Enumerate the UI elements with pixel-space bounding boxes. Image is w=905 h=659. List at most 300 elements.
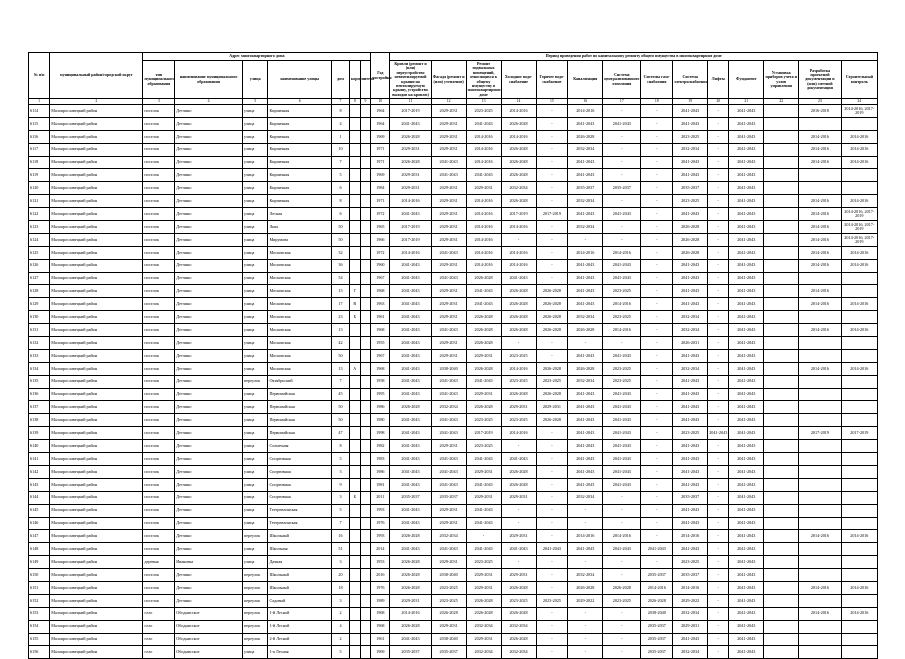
table-cell-house: 9	[332, 478, 350, 491]
table-cell-sewer: 2029-2022	[568, 594, 603, 607]
table-cell-electric: 2035-2037	[673, 182, 708, 195]
table-cell-settlement: Детчино	[175, 478, 243, 491]
table-cell-hot-water: -	[536, 156, 568, 169]
table-row	[29, 362, 878, 375]
table-cell-house: 2	[332, 607, 350, 620]
table-cell-electric: 2032-2034	[673, 324, 708, 337]
table-cell-metering	[764, 285, 799, 298]
table-cell-supervision	[841, 337, 877, 350]
table-cell-metering	[764, 130, 799, 143]
table-cell-sewer: 2014-2016	[568, 105, 603, 118]
table-cell-design-docs	[799, 633, 841, 646]
table-cell-basement: 2026-2028	[466, 607, 501, 620]
table-cell-street: Московская	[268, 246, 332, 259]
table-cell-design-docs	[799, 311, 841, 324]
table-cell-settlement-type: поселок	[143, 517, 175, 530]
table-cell-electric: 2026-2028	[673, 221, 708, 234]
table-cell-street: Школьный	[268, 569, 332, 582]
table-cell-heating: 2041-2043	[603, 427, 641, 440]
table-cell-settlement: Детчино	[175, 427, 243, 440]
table-cell-district: Малоярославецкий район	[50, 620, 143, 633]
table-cell-basement: 2032-2034	[466, 620, 501, 633]
table-cell-settlement-type: поселок	[143, 156, 175, 169]
table-cell-street-type: переулок	[243, 530, 268, 543]
table-cell-basement: 2014-2016	[466, 195, 501, 208]
table-cell-year: 1955	[371, 337, 390, 350]
table-cell-heating: 2041-2043	[603, 259, 641, 272]
table-cell-gas: -	[641, 491, 673, 504]
table-cell-gas: -	[641, 478, 673, 491]
table-cell-facade: 2029-2031	[431, 337, 466, 350]
table-cell-no: 6119	[29, 169, 50, 182]
table-cell-no: 6123	[29, 221, 50, 234]
table-cell-no: 6125	[29, 246, 50, 259]
table-cell-design-docs: 2014-2016	[799, 530, 841, 543]
table-cell-gas: 2038-2040	[641, 607, 673, 620]
table-cell-cold-water: 2026-2028	[501, 633, 536, 646]
table-row	[29, 581, 878, 594]
table-cell-foundation: 2041-2043	[729, 465, 764, 478]
table-cell-house: 50	[332, 401, 350, 414]
table-cell-house: 2	[332, 633, 350, 646]
header-street-type: улица	[243, 61, 268, 99]
table-cell-cold-water: 2032-2034	[501, 646, 536, 659]
table-cell-korpus: Б	[350, 491, 361, 504]
table-cell-design-docs	[799, 594, 841, 607]
table-cell-settlement-type: поселок	[143, 169, 175, 182]
table-cell-no: 6116	[29, 130, 50, 143]
header-basement: Ремонт подвальных помещений, относящихся к общему имуществу в многоквартирном доме	[467, 60, 501, 97]
table-cell-settlement-type: поселок	[143, 337, 175, 350]
header-settlement-type: тип муниципального образования	[143, 61, 175, 99]
table-cell-design-docs: 2014-2016	[799, 362, 841, 375]
table-cell-year: 1958	[371, 375, 390, 388]
table-cell-facade: 2041-2043	[431, 543, 466, 556]
table-cell-basement: 2023-2025	[466, 440, 501, 453]
table-cell-hot-water: -	[536, 581, 568, 594]
table-cell-house: 5	[332, 169, 350, 182]
table-cell-litera	[360, 427, 371, 440]
table-cell-metering	[764, 324, 799, 337]
table-cell-korpus	[350, 620, 361, 633]
table-cell-cold-water: 2026-2028	[501, 388, 536, 401]
table-cell-settlement: Детчино	[175, 362, 243, 375]
table-cell-litera	[360, 105, 371, 118]
table-cell-street: Кирпичная	[268, 156, 332, 169]
table-cell-lifts: -	[708, 375, 729, 388]
table-cell-settlement: Детчино	[175, 169, 243, 182]
table-cell-korpus	[350, 543, 361, 556]
table-cell-metering	[764, 556, 799, 569]
table-cell-sewer: 2032-2034	[568, 491, 603, 504]
table-row	[29, 491, 878, 504]
table-cell-supervision	[841, 504, 877, 517]
table-cell-cold-water: 2026-2028	[501, 581, 536, 594]
table-cell-settlement: Детчино	[175, 349, 243, 362]
table-cell-litera	[360, 530, 371, 543]
table-cell-metering	[764, 401, 799, 414]
table-cell-settlement-type: поселок	[143, 259, 175, 272]
table-cell-sewer: 2041-2043	[568, 440, 603, 453]
table-cell-street: Кирпичная	[268, 182, 332, 195]
table-cell-roof: 2026-2028	[390, 556, 431, 569]
table-cell-district: Малоярославецкий район	[50, 285, 143, 298]
table-cell-settlement-type: поселок	[143, 414, 175, 427]
table-cell-year: 1968	[371, 620, 390, 633]
table-cell-hot-water: -	[536, 337, 568, 350]
table-row	[29, 182, 878, 195]
table-cell-heating: 2041-2043	[603, 117, 641, 130]
table-cell-electric: 2041-2043	[673, 105, 708, 118]
table-row	[29, 478, 878, 491]
table-cell-house: 45	[332, 388, 350, 401]
table-cell-metering	[764, 427, 799, 440]
table-cell-district: Малоярославецкий район	[50, 143, 143, 156]
column-number: 20	[708, 99, 729, 105]
table-cell-no: 6149	[29, 556, 50, 569]
table-cell-lifts: -	[708, 298, 729, 311]
table-cell-street-type: улица	[243, 453, 268, 466]
table-cell-litera	[360, 259, 371, 272]
table-cell-sewer: 2035-2037	[568, 182, 603, 195]
table-cell-settlement: Детчино	[175, 504, 243, 517]
table-row	[29, 195, 878, 208]
table-cell-gas: 2035-2037	[641, 569, 673, 582]
table-cell-facade: 2029-2031	[431, 105, 466, 118]
table-cell-sewer: 2041-2043	[568, 388, 603, 401]
table-cell-electric: 2041-2043	[673, 633, 708, 646]
table-cell-settlement: Детчино	[175, 324, 243, 337]
table-cell-lifts: -	[708, 491, 729, 504]
table-cell-foundation: 2041-2043	[729, 478, 764, 491]
table-cell-street: Московская	[268, 349, 332, 362]
table-cell-hot-water: 2026-2028	[536, 414, 568, 427]
table-cell-design-docs	[799, 337, 841, 350]
table-cell-litera	[360, 465, 371, 478]
table-cell-street: 1-я Лесная	[268, 646, 332, 659]
table-cell-lifts: -	[708, 182, 729, 195]
table-cell-cold-water: 2014-2016	[501, 427, 536, 440]
column-number: 19	[673, 99, 708, 105]
table-cell-no: 6143	[29, 478, 50, 491]
table-row	[29, 453, 878, 466]
header-sewer: Канализация	[568, 61, 603, 99]
column-number: 18	[641, 99, 673, 105]
table-cell-gas: -	[641, 556, 673, 569]
table-cell-settlement-type: поселок	[143, 594, 175, 607]
table-cell-year: 1971	[371, 143, 390, 156]
table-cell-hot-water: -	[536, 130, 568, 143]
table-cell-district: Малоярославецкий район	[50, 233, 143, 246]
table-cell-heating: 2041-2043	[603, 349, 641, 362]
table-cell-supervision	[841, 453, 877, 466]
table-cell-metering	[764, 349, 799, 362]
table-cell-foundation: 2041-2043	[729, 375, 764, 388]
table-cell-lifts: -	[708, 337, 729, 350]
table-cell-hot-water: -	[536, 504, 568, 517]
table-cell-electric: 2014-2016	[673, 581, 708, 594]
table-cell-heating: -	[603, 195, 641, 208]
table-cell-gas: -	[641, 337, 673, 350]
table-cell-electric: 2041-2043	[673, 156, 708, 169]
table-cell-facade: 2041-2043	[431, 246, 466, 259]
table-cell-gas: -	[641, 349, 673, 362]
table-cell-metering	[764, 504, 799, 517]
table-cell-street-type: улица	[243, 349, 268, 362]
table-cell-street-type: улица	[243, 324, 268, 337]
table-cell-year: 1976	[371, 517, 390, 530]
table-cell-supervision	[841, 311, 877, 324]
table-cell-street-type: улица	[243, 362, 268, 375]
table-cell-settlement: Детчино	[175, 272, 243, 285]
table-cell-no: 6136	[29, 388, 50, 401]
table-cell-settlement-type: село	[143, 607, 175, 620]
table-cell-district: Малоярославецкий район	[50, 259, 143, 272]
table-cell-foundation: 2041-2043	[729, 272, 764, 285]
table-row	[29, 620, 878, 633]
group-header-periods: Период проведения работ по капитальному ремонту общего имущества в многоквартирном доме	[390, 53, 878, 61]
table-cell-roof: 2029-2031	[390, 594, 431, 607]
table-cell-hot-water: -	[536, 169, 568, 182]
table-cell-hot-water: -	[536, 453, 568, 466]
table-cell-roof: 2041-2043	[390, 259, 431, 272]
table-cell-hot-water: -	[536, 105, 568, 118]
table-cell-settlement-type: поселок	[143, 208, 175, 221]
column-number: 6	[268, 99, 332, 105]
table-cell-cold-water: 2014-2016	[501, 259, 536, 272]
table-cell-supervision: 2014-2016	[841, 362, 877, 375]
table-cell-supervision: 2014-2016	[841, 156, 877, 169]
header-lifts: Лифты	[708, 61, 729, 99]
table-cell-no: 6138	[29, 414, 50, 427]
table-cell-gas: -	[641, 465, 673, 478]
table-cell-district: Малоярославецкий район	[50, 362, 143, 375]
table-cell-facade: 2029-2031	[431, 233, 466, 246]
table-cell-street-type: улица	[243, 465, 268, 478]
table-cell-house: 4	[332, 117, 350, 130]
table-cell-electric: 2041-2043	[673, 117, 708, 130]
table-cell-litera	[360, 130, 371, 143]
table-cell-metering	[764, 388, 799, 401]
table-cell-metering	[764, 633, 799, 646]
table-cell-korpus: В	[350, 298, 361, 311]
table-cell-heating: 2014-2016	[603, 298, 641, 311]
group-header-row	[29, 53, 878, 61]
table-cell-street: Спортивная	[268, 465, 332, 478]
table-cell-roof: 2041-2043	[390, 362, 431, 375]
table-cell-supervision: 2014-2016, 2017-2019	[841, 105, 877, 118]
table-cell-gas: 2014-2016	[641, 581, 673, 594]
table-cell-roof: 2041-2043	[390, 517, 431, 530]
table-row	[29, 569, 878, 582]
table-cell-district: Малоярославецкий район	[50, 504, 143, 517]
table-cell-no: 6145	[29, 504, 50, 517]
table-cell-cold-water: 2026-2028	[501, 298, 536, 311]
table-cell-korpus	[350, 607, 361, 620]
table-cell-foundation: 2041-2043	[729, 646, 764, 659]
table-cell-metering	[764, 465, 799, 478]
table-cell-electric: 2041-2043	[673, 349, 708, 362]
table-cell-roof: 2035-2037	[390, 491, 431, 504]
table-cell-heating: 2041-2043	[603, 388, 641, 401]
table-cell-litera	[360, 246, 371, 259]
table-row	[29, 465, 878, 478]
table-cell-district: Малоярославецкий район	[50, 646, 143, 659]
table-cell-hot-water: 2026-2028	[536, 324, 568, 337]
column-number: 1	[29, 99, 50, 105]
table-cell-metering	[764, 182, 799, 195]
table-cell-cold-water: 2029-2031	[501, 569, 536, 582]
column-number: 5	[243, 99, 268, 105]
table-cell-roof: 2029-2031	[390, 182, 431, 195]
table-cell-settlement-type: деревня	[143, 556, 175, 569]
table-cell-heating: 2041-2043	[603, 453, 641, 466]
table-cell-gas: -	[641, 105, 673, 118]
table-cell-district: Малоярославецкий район	[50, 478, 143, 491]
table-cell-roof: 2041-2043	[390, 337, 431, 350]
table-cell-settlement-type: поселок	[143, 143, 175, 156]
header-facade: Фасада (ремонт и (или) утепление)	[431, 61, 466, 99]
table-cell-supervision: 2014-2016	[841, 246, 877, 259]
table-cell-basement: 2041-2043	[466, 517, 501, 530]
table-cell-year: 1972	[371, 246, 390, 259]
table-cell-metering	[764, 259, 799, 272]
column-number: 2	[50, 99, 143, 105]
table-cell-no: 6132	[29, 337, 50, 350]
table-cell-cold-water: -	[501, 556, 536, 569]
table-cell-hot-water: -	[536, 259, 568, 272]
column-number: 17	[603, 99, 641, 105]
table-row	[29, 130, 878, 143]
table-cell-district: Малоярославецкий район	[50, 401, 143, 414]
table-row	[29, 556, 878, 569]
table-cell-litera	[360, 517, 371, 530]
table-cell-facade: 2041-2043	[431, 427, 466, 440]
table-cell-roof: 2026-2028	[390, 401, 431, 414]
table-cell-roof: 2041-2043	[390, 375, 431, 388]
table-cell-lifts: -	[708, 324, 729, 337]
table-cell-street-type: улица	[243, 556, 268, 569]
table-cell-design-docs: 2014-2016	[799, 259, 841, 272]
table-cell-lifts: -	[708, 607, 729, 620]
table-cell-street: Мирумова	[268, 233, 332, 246]
table-cell-gas: -	[641, 388, 673, 401]
table-cell-district: Малоярославецкий район	[50, 105, 143, 118]
table-cell-lifts: -	[708, 388, 729, 401]
table-cell-no: 6128	[29, 285, 50, 298]
table-cell-litera	[360, 646, 371, 659]
table-cell-korpus	[350, 375, 361, 388]
table-cell-settlement: Ободнисское	[175, 607, 243, 620]
table-cell-house: 50	[332, 233, 350, 246]
table-cell-korpus	[350, 440, 361, 453]
table-cell-electric: 2026-2028	[673, 233, 708, 246]
table-cell-heating: 2041-2043	[603, 414, 641, 427]
table-cell-supervision: 2014-2016	[841, 607, 877, 620]
table-cell-gas: -	[641, 117, 673, 130]
table-cell-street-type: переулок	[243, 607, 268, 620]
table-cell-electric: 2029-2031	[673, 620, 708, 633]
table-cell-design-docs: 2014-2016	[799, 195, 841, 208]
table-cell-settlement-type: поселок	[143, 569, 175, 582]
table-cell-lifts: -	[708, 478, 729, 491]
table-cell-no: 6144	[29, 491, 50, 504]
table-cell-metering	[764, 594, 799, 607]
table-cell-roof: 2041-2043	[390, 478, 431, 491]
table-cell-facade: 2041-2043	[431, 375, 466, 388]
table-cell-house: 15	[332, 285, 350, 298]
table-cell-roof: 2017-2019	[390, 105, 431, 118]
table-cell-sewer: -	[568, 646, 603, 659]
table-cell-metering	[764, 272, 799, 285]
table-cell-facade: 2041-2043	[431, 272, 466, 285]
table-cell-foundation: 2041-2043	[729, 311, 764, 324]
table-cell-foundation: 2041-2043	[729, 607, 764, 620]
table-cell-facade: 2029-2031	[431, 195, 466, 208]
table-cell-street-type: улица	[243, 311, 268, 324]
header-house: дом	[332, 61, 350, 99]
table-cell-cold-water: 2029-2031	[501, 530, 536, 543]
table-cell-district: Малоярославецкий район	[50, 581, 143, 594]
table-cell-korpus	[350, 530, 361, 543]
column-number: 8	[350, 99, 361, 105]
table-cell-house: 17	[332, 298, 350, 311]
table-cell-korpus	[350, 182, 361, 195]
table-cell-supervision	[841, 491, 877, 504]
header-foundation: Фундамент	[729, 61, 764, 99]
table-cell-foundation: 2041-2043	[729, 259, 764, 272]
table-cell-settlement: Детчино	[175, 298, 243, 311]
table-cell-cold-water: 2023-2025	[501, 594, 536, 607]
table-cell-street: Солнечная	[268, 440, 332, 453]
table-cell-gas: -	[641, 375, 673, 388]
table-cell-supervision: 2014-2016, 2017-2019	[841, 208, 877, 221]
header-litera: литера	[360, 61, 371, 99]
table-cell-settlement: Детчино	[175, 311, 243, 324]
table-cell-cold-water: 2023-2025	[501, 375, 536, 388]
table-cell-hot-water: -	[536, 491, 568, 504]
table-cell-cold-water: 2026-2028	[501, 465, 536, 478]
table-cell-lifts: -	[708, 156, 729, 169]
table-cell-cold-water: -	[501, 233, 536, 246]
table-cell-no: 6129	[29, 298, 50, 311]
table-cell-cold-water: 2041-2043	[501, 543, 536, 556]
table-cell-gas: -	[641, 324, 673, 337]
table-cell-house: 6	[332, 182, 350, 195]
table-cell-electric: 2026-2031	[673, 337, 708, 350]
table-cell-house: 7	[332, 517, 350, 530]
table-cell-metering	[764, 221, 799, 234]
table-cell-foundation: 2041-2043	[729, 362, 764, 375]
table-cell-district: Малоярославецкий район	[50, 414, 143, 427]
table-cell-gas: -	[641, 427, 673, 440]
table-cell-house: 54	[332, 272, 350, 285]
table-cell-basement: 2029-2031	[466, 581, 501, 594]
table-cell-district: Малоярославецкий район	[50, 607, 143, 620]
table-cell-settlement-type: поселок	[143, 272, 175, 285]
table-cell-settlement-type: поселок	[143, 427, 175, 440]
table-cell-heating: 2041-2043	[603, 465, 641, 478]
table-cell-foundation: 2041-2043	[729, 156, 764, 169]
table-cell-design-docs	[799, 556, 841, 569]
table-cell-lifts: -	[708, 272, 729, 285]
table-cell-supervision	[841, 414, 877, 427]
table-cell-gas: -	[641, 362, 673, 375]
table-cell-no: 6133	[29, 349, 50, 362]
table-row	[29, 208, 878, 221]
table-cell-house: 23	[332, 311, 350, 324]
table-cell-year: 1993	[371, 504, 390, 517]
